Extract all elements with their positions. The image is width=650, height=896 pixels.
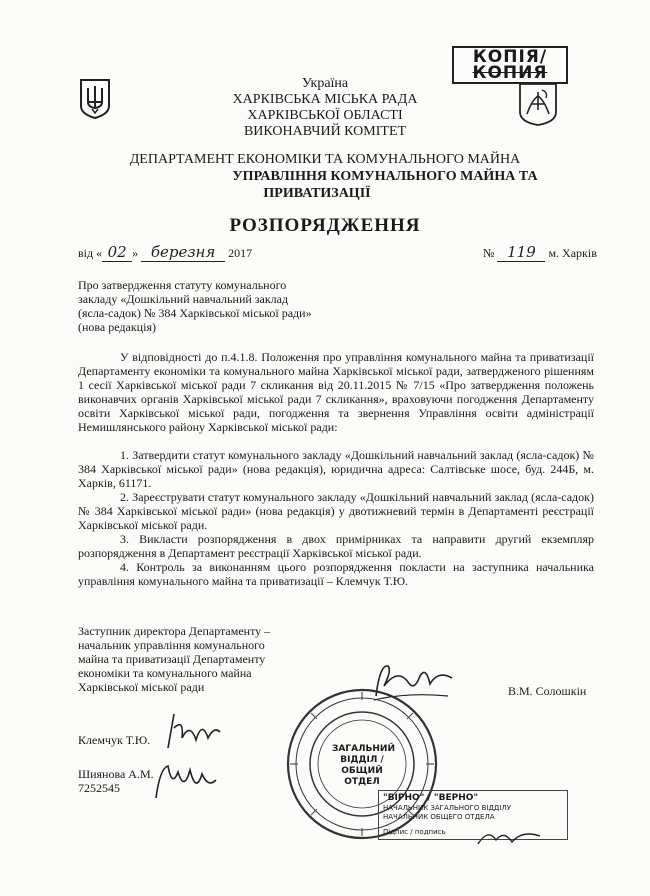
signer-position-line: майна та приватизації Департаменту: [78, 652, 266, 666]
header-office-line2: ПРИВАТИЗАЦІЇ: [263, 186, 371, 201]
approval-signature: [150, 758, 220, 804]
subject-line: Про затвердження статуту комунального: [78, 278, 287, 292]
subject-block: [78, 278, 378, 334]
preamble: У відповідності до п.4.1.8. Положення про управління комунального майна та приватизації Департаменту економіки та комунального майна Харківської міської ради, затвердженого рішенням 1 сесії Харківської міської ради 7 скликання від 20.11.2015 № 7/15 «Про затвердження положень виконавчих органів Харківської міської ради 7 скликання», враховуючи погодження Департаменту освіти Харківської міської ради, погодження та звернення Управління освіти адміністрації Немишлянського району Харківської міської ради:: [78, 350, 594, 434]
verify-stamp-line: НАЧАЛЬНИК ОБЩЕГО ОТДЕЛА: [383, 813, 495, 821]
city: м. Харків: [548, 246, 597, 260]
point-2: 2. Зареєструвати статут комунального закладу «Дошкільний навчальний заклад (ясла-садок) № 384 Харківської міської ради» (нова редакція) у двотижневий термін в Департаменті реєстрації Харківської міської ради.: [78, 490, 594, 532]
date-prefix: від «: [78, 246, 103, 260]
date-day: 02: [102, 243, 132, 262]
document-title: РОЗПОРЯДЖЕННЯ: [229, 215, 421, 236]
number-value: 119: [497, 243, 545, 262]
subject-line: (нова редакція): [78, 320, 156, 334]
approval-name: Клемчук Т.Ю.: [78, 733, 151, 747]
number-prefix: №: [483, 246, 495, 260]
point-3: 3. Викласти розпорядження в двох примірниках та направити другий екземпляр розпорядження в Департамент реєстрації Харківської міської ради.: [78, 532, 594, 560]
header-department: ДЕПАРТАМЕНТ ЕКОНОМІКИ ТА КОМУНАЛЬНОГО МАЙНА: [129, 152, 521, 167]
header-committee: ВИКОНАВЧИЙ КОМІТЕТ: [243, 124, 407, 139]
signer-name: В.М. Солошкін: [508, 684, 587, 698]
header-country: Україна: [301, 76, 349, 91]
header-council: ХАРКІВСЬКА МІСЬКА РАДА: [232, 92, 418, 107]
signer-position: [78, 624, 318, 694]
seal-line: ВІДДІЛ /: [340, 755, 384, 765]
point-4: 4. Контроль за виконанням цього розпорядження покласти на заступника начальника управління комунального майна та приватизації – Клемчук Т.Ю.: [78, 560, 594, 588]
phone: 7252545: [78, 781, 120, 795]
header-region: ХАРКІВСЬКОЇ ОБЛАСТІ: [247, 108, 403, 123]
signer-position-line: Харківської міської ради: [78, 680, 205, 694]
copy-stamp-line1: КОПІЯ/: [472, 47, 548, 67]
verify-stamp-line: НАЧАЛЬНИК ЗАГАЛЬНОГО ВІДДІЛУ: [383, 804, 511, 812]
seal-line: ЗАГАЛЬНИЙ: [332, 744, 395, 754]
seal-line: ОБЩИЙ ОТДЕЛ: [341, 766, 383, 787]
signer-position-line: начальник управління комунального: [78, 638, 265, 652]
header-office-line1: УПРАВЛІННЯ КОМУНАЛЬНОГО МАЙНА ТА: [232, 169, 538, 184]
seal-center: [332, 744, 395, 788]
verify-stamp-line: Підпис / подпись: [383, 828, 446, 836]
date-year: 2017: [228, 246, 253, 260]
approval-name: Шиянова А.М.: [78, 767, 154, 781]
order-number: [483, 243, 597, 262]
signer-position-line: економіки та комунального майна: [78, 666, 252, 680]
signer-position-line: Заступник директора Департаменту –: [78, 624, 271, 638]
verify-stamp-title: "ВІРНО" / "ВЕРНО": [383, 793, 479, 803]
approval-signature: [160, 708, 222, 754]
copy-stamp-line2: КОПИЯ: [472, 63, 548, 83]
date-mid: »: [132, 246, 139, 260]
verify-signature: [474, 824, 544, 850]
subject-line: закладу «Дошкільний навчальний заклад: [78, 292, 289, 306]
point-1: 1. Затвердити статут комунального закладу «Дошкільний навчальний заклад (ясла-садок) № 384 Харківської міської ради» (нова редакція), юридична адреса: Салтівське шосе, буд. 244Б, м. Харків, 61171.: [78, 448, 594, 490]
subject-line: (ясла-садок) № 384 Харківської міської ради»: [78, 306, 312, 320]
date-line: [78, 243, 598, 262]
date-month: березня: [141, 243, 225, 262]
